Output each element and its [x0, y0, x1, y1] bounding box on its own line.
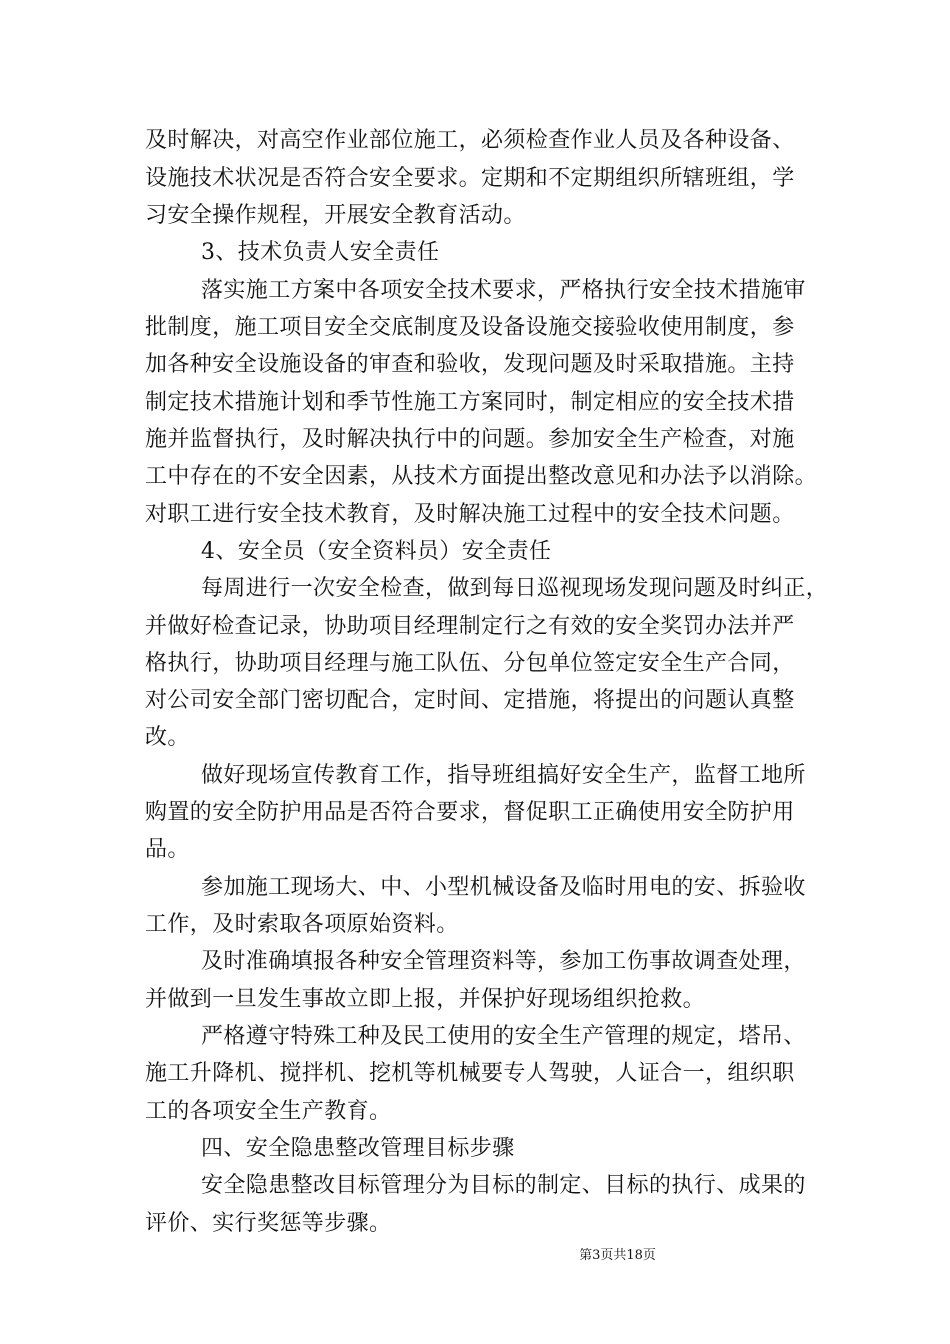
text-line: 工中存在的不安全因素，从技术方面提出整改意见和办法予以消除。	[145, 464, 818, 489]
text-line: 参加施工现场大、中、小型机械设备及临时用电的安、拆验收	[201, 875, 806, 900]
text-line: 评价、实行奖惩等步骤。	[145, 1211, 392, 1236]
text-line: 工的各项安全生产教育。	[145, 1099, 392, 1124]
text-line: 并做到一旦发生事故立即上报，并保护好现场组织抢救。	[145, 987, 706, 1012]
section-heading: 4、安全员（安全资料员）安全责任	[201, 539, 552, 564]
text-line: 对公司安全部门密切配合，定时间、定措施，将提出的问题认真整	[145, 688, 795, 713]
text-line: 做好现场宣传教育工作，指导班组搞好安全生产，监督工地所	[201, 763, 806, 788]
text-line: 施工升降机、搅拌机、挖机等机械要专人驾驶，人证合一，组织职	[145, 1061, 795, 1086]
text-line: 并做好检查记录，协助项目经理制定行之有效的安全奖罚办法并严	[145, 614, 795, 639]
text-line: 工作，及时索取各项原始资料。	[145, 912, 459, 937]
text-line: 设施技术状况是否符合安全要求。定期和不定期组织所辖班组，学	[145, 166, 795, 191]
text-line: 严格遵守特殊工种及民工使用的安全生产管理的规定，塔吊、	[201, 1024, 806, 1049]
text-line: 批制度，施工项目安全交底制度及设备设施交接验收使用制度，参	[145, 315, 795, 340]
text-line: 及时准确填报各种安全管理资料等，参加工伤事故调查处理，	[201, 949, 806, 974]
text-line: 施并监督执行，及时解决执行中的问题。参加安全生产检查，对施	[145, 427, 795, 452]
section-heading: 3、技术负责人安全责任	[201, 240, 440, 265]
text-line: 落实施工方案中各项安全技术要求，严格执行安全技术措施审	[201, 278, 806, 303]
page-number: 第3页共18页	[579, 1248, 656, 1263]
text-line: 改。	[145, 725, 190, 750]
text-line: 安全隐患整改目标管理分为目标的制定、目标的执行、成果的	[201, 1173, 806, 1198]
text-line: 对职工进行安全技术教育，及时解决施工过程中的安全技术问题。	[145, 502, 795, 527]
text-line: 习安全操作规程，开展安全教育活动。	[145, 203, 526, 228]
text-line: 制定技术措施计划和季节性施工方案同时，制定相应的安全技术措	[145, 390, 795, 415]
text-line: 购置的安全防护用品是否符合要求，督促职工正确使用安全防护用	[145, 800, 795, 825]
text-line: 加各种安全设施设备的审查和验收，发现问题及时采取措施。主持	[145, 352, 795, 377]
text-line: 格执行，协助项目经理与施工队伍、分包单位签定安全生产合同，	[145, 651, 795, 676]
text-line: 及时解决，对高空作业部位施工，必须检查作业人员及各种设备、	[145, 128, 795, 153]
text-line: 每周进行一次安全检查，做到每日巡视现场发现问题及时纠正，	[201, 576, 829, 601]
text-line: 品。	[145, 837, 190, 862]
section-heading: 四、安全隐患整改管理目标步骤	[201, 1136, 515, 1161]
